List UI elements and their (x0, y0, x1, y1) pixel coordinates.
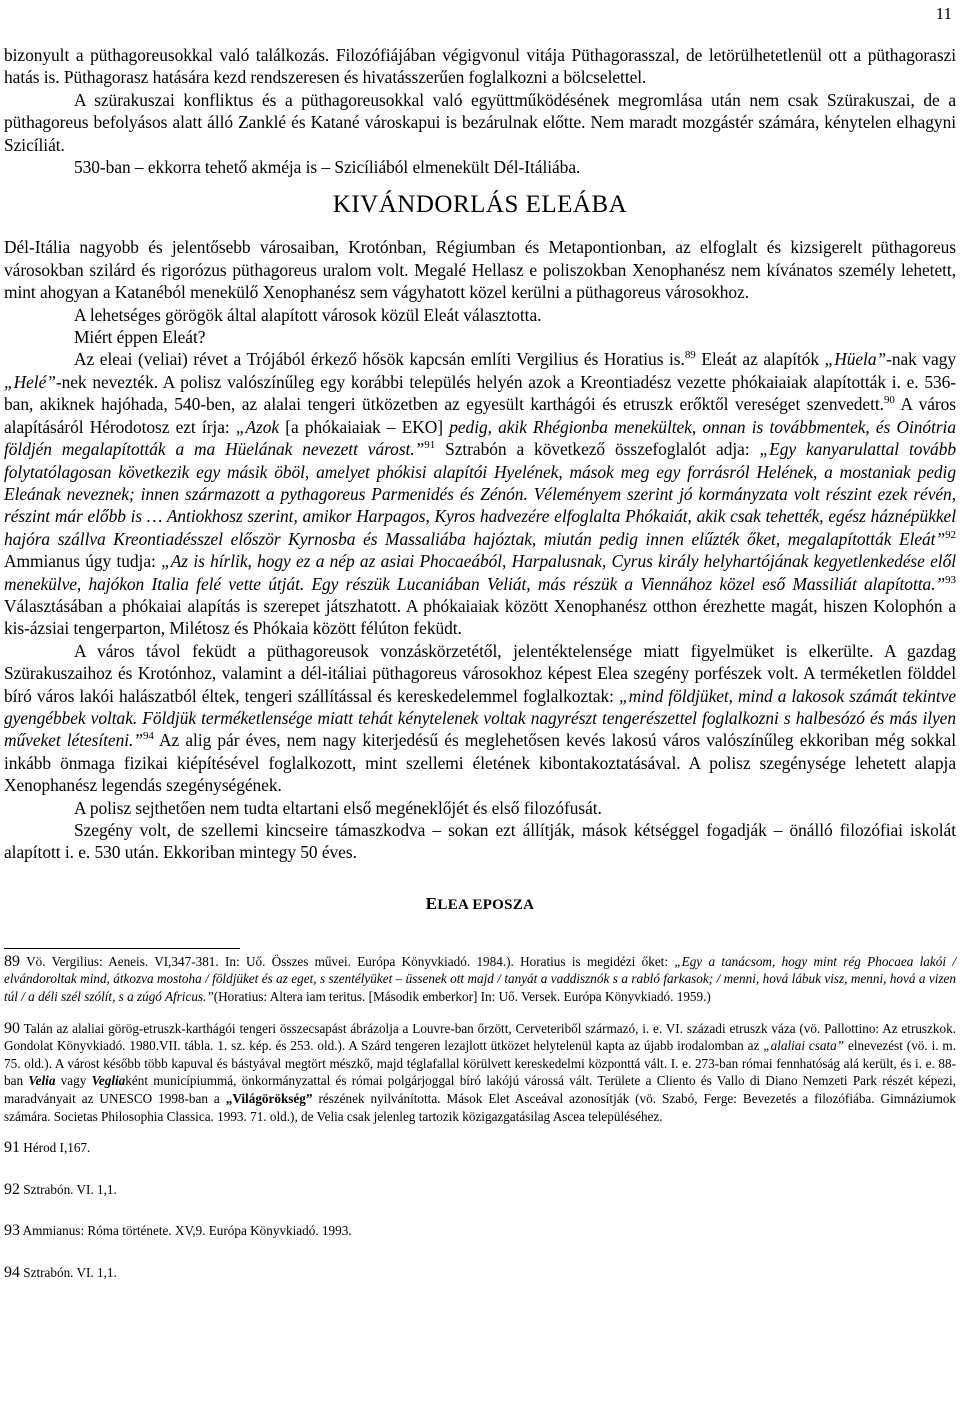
footnote-number: 92 (4, 1180, 20, 1198)
footnote-ref-91[interactable]: 91 (424, 439, 436, 452)
text-run: Ammianus úgy tudja: (4, 551, 162, 572)
section-paragraph-4 (4, 348, 956, 639)
footnote-text: Vö. Vergilius: Aeneis. VI,347-381. In: Uő. Összes művei. Európa Könyvkiadó. 1984.). Horatius is megidézi őket: (20, 953, 675, 969)
footnote-93 (4, 1222, 956, 1240)
italic-quote: „Az is hírlik, hogy ez a nép az asiai Phocaeából, Harpalusnak, Cyrus király helyhartójának kegyetlenkedése elől menekülve, hajókon Italia felé vette útját. Egy részük Lucaniában Veliát, más részük a Viennához közel eső Massiliát alapította.” (4, 551, 956, 594)
footnote-text: elnevezést (vö. i. m. 75. old.). A várost később több kapuval és bástyával megtört mészkő, majd téglafallal körülvett kereskedelmi központtá vált. I. e. 273-ban római fennhatóság alá került, és i. e. 88-ban (4, 1038, 956, 1089)
text-run: A város alapításáról Hérodotosz ezt írja: (4, 394, 956, 437)
page-number: 11 (935, 4, 952, 23)
subsection-title (4, 894, 956, 914)
section-paragraph-1: Dél-Itália nagyobb és jelentősebb városaiban, Krotónban, Régiumban és Metapontionban, az elfoglalt és kizsigerelt püthagoreus városokban szilárd és rigorózus püthagoreus uralom volt. Megalé Hellasz e poliszokban Xenophanész nem kívánatos személy lehetett, mint ahogyan a Katanéból menekülő Xenophanész sem vágyhatott közel kerülni a püthagoreus városokhoz. (4, 237, 956, 303)
footnote-ref-90[interactable]: 90 (883, 394, 895, 407)
text-run: [a phókaiaiak – EKO] (279, 416, 450, 437)
footnote-89 (4, 953, 956, 1006)
footnote-italic: „Egy a tanácsom, hogy mint rég Phocaea lakói / elvándoroltak mind, átkozva mostoha / földjüket és az eget, s szentélyüket – üssenek ott majd / tanyát a vaddisznók s a rabló farkasok; / menni, hová lábuk visz, menni, hová a vizen túl / a déli szél szólít, s a zúgó Africus.” (4, 953, 956, 1004)
italic-run: pedig, akik Rhégionba menekültek, onnan is továbbmentek, és Oinótria földjén megalapították a ma Hüelának nevezett várost.” (4, 416, 956, 460)
text-run: -nek nevezték. A polisz valószínűleg egy korábbi település helyén azok a Kreontiadész vezette phókaiaiak alapították i. e. 536-ban, akiknek hajóhada, 540-ben, az alalai tengeri ütközetben az egyesült karthágói és etruszk erőktől vereséget szenvedett. (4, 371, 956, 415)
footnote-text: vagy (55, 1073, 92, 1089)
footnote-text: Sztrabón. VI. 1,1. (20, 1264, 117, 1280)
intro-paragraph-1: bizonyult a püthagoreusokkal való találkozás. Filozófiájában végigvonul vitája Püthagorasszal, de letörülhetetlenül ott a püthagoraszi hatás is. Püthagorasz hatására kezd rendszeresen és hivatásszerűen foglalkozni a bölcselettel. (4, 45, 956, 88)
footnote-text: (Horatius: Altera iam teritus. [Második emberkor] In: Uő. Versek. Európa Könyvkiadó. 1959.) (213, 989, 711, 1004)
text-run: Sztrabón a következő összefoglalót adja: (435, 439, 760, 460)
page-content (4, 44, 956, 1282)
text-run: Választásában a phókaiai alapítás is szerepet játszhatott. A phókaiaiak között Xenophanész otthon érezhette magát, hiszen Kolophón a kis-ázsiai tengerparton, Milétosz és Phókaia között félúton feküdt. (4, 595, 956, 639)
footnote-text: Ammianus: Róma története. XV,9. Európa Könyvkiadó. 1993. (20, 1223, 352, 1239)
footnote-number: 93 (4, 1222, 20, 1240)
italic-quote: „Egy kanyarulattal tovább folytatólagosan következik egy másik öböl, amelyet phókisi alapítói Hyelének, mások meg egy forrásról Helének, a mostaniak pedig Eleának neveznek; innen származott a pythagoreus Parmenidés és Zénón. Véleményem szerint jó kormányzata volt részint ezek révén, részint már előbb is … Antiokhosz szerint, amikor Harpagos, Kyros hadvezére elfoglalta Phókaiát, akik csak tehették, egész háznépükkel hajóra szállva Kreontiadésszel először Kyrnosba és Massaliába hajóztak, miután pedig innen elűzték őket, megalapították Eleát” (4, 439, 956, 549)
text-run: Az alig pár éves, nem nagy kiterjedésű és meglehetősen kevés lakosú város valószínűleg ekkoriban még sokkal inkább önmaga fizikai kiépítésével foglalkozott, mint szellemi életének kibontakoztatásával. A polisz szegénysége lehetett alapja Xenophanész legendás szegénységének. (4, 730, 956, 796)
text-run: A város távol feküdt a püthagoreusok vonzáskörzetétől, jelentéktelensége miatt figyelmüket is elkerülte. A gazdag Szürakuszaihoz és Krotónhoz, valamint a dél-itáliai püthagoreus városokhoz képest Elea szegény porfészek volt. A terméketlen földdel bíró város lakói halászatból éltek, tengeri szállítással és kereskedelemmel foglalkoztak: (4, 640, 956, 706)
italic-run: „Azok (235, 416, 280, 437)
intro-paragraph-2: A szürakuszai konfliktus és a püthagoreusokkal való együttműködésének megromlása után nem csak Szürakuszai, de a püthagoreus befolyásos alatt álló Zanklé és Katané városkapui is bezárulnak előtte. Nem maradt mozgástér számára, kénytelen elhagyni Szicíliát. (4, 89, 956, 155)
italic-run: „Hüela” (824, 349, 887, 370)
footnote-91 (4, 1139, 956, 1157)
section-paragraph-5 (4, 640, 956, 797)
section-paragraph-6: A polisz sejthetően nem tudta eltartani első megéneklőjét és első filozófusát. (74, 797, 602, 818)
footnote-italic: „alaliai csata” (763, 1038, 845, 1054)
footnote-number: 90 (4, 1019, 20, 1037)
footnote-text: részének nyilvánította. Mások Elet Asceával azonosítják (vö. Szabó, Ferge: Bevezetés a filozófiába. Gimnáziumok számára. Societas Philosophia Classica. 1993. 71. old.), de Velia csak jelenleg tartozik közigazgatásilag Ascea településéhez. (4, 1090, 957, 1124)
footnote-number: 94 (4, 1263, 20, 1281)
footnote-text: Sztrabón. VI. 1,1. (20, 1181, 117, 1197)
footnote-number: 91 (4, 1139, 20, 1157)
footnote-number: 89 (4, 952, 20, 970)
intro-paragraph-3: 530-ban – ekkorra tehető akméja is – Szicíliából elmenekült Dél-Itáliába. (74, 157, 581, 178)
footnote-ref-94[interactable]: 94 (142, 730, 154, 743)
footnote-92 (4, 1181, 956, 1199)
subsection-title-rest: LEA EPOSZA (437, 896, 535, 913)
footnote-divider (4, 948, 240, 949)
footnote-bold-italic: Velia (28, 1073, 56, 1089)
footnote-text: Hérod I,167. (20, 1140, 91, 1156)
section-paragraph-3: Miért éppen Eleát? (74, 327, 206, 348)
footnote-bold-italic: Veglia (91, 1073, 126, 1089)
footnote-94 (4, 1264, 956, 1282)
subsection-title-initial: E (425, 893, 438, 913)
text-run: -nak vagy (886, 349, 957, 370)
section-paragraph-7: Szegény volt, de szellemi kincseire támaszkodva – sokan ezt állítják, mások kétséggel fogadják – önálló filozófiai iskolát alapított i. e. 530 után. Ekkoriban mintegy 50 éves. (4, 820, 956, 863)
footnote-ref-93[interactable]: 93 (945, 573, 956, 586)
text-run: Eleát az alapítók (695, 349, 825, 370)
footnote-90 (4, 1020, 956, 1126)
text-run: Az eleai (veliai) révet a Trójából érkező hősök kapcsán említi Vergilius és Horatius is. (74, 349, 685, 370)
section-paragraph-2: A lehetséges görögök által alapított városok közül Eleát választotta. (74, 304, 542, 325)
footnote-text: ként municípiummá, önkormányzattal és római polgárjoggal bíró lakójú várossá vált. Területe a Cliento és Vallo di Diano Nemzeti Park részét képezi, maradványait az UNESCO 1998-ban a (4, 1073, 956, 1106)
italic-quote: „mind földjüket, mind a lakosok számát tekintve gyengébbek voltak. Földjük terméketlensége miatt tehát kénytelenek voltak nagyrészt tengerészettel foglalkozni s halbesózó és más ilyen műveket létesíteni.” (4, 685, 956, 751)
section-title: KIVÁNDORLÁS ELEÁBA (332, 191, 628, 219)
italic-run: „Helé” (4, 371, 56, 392)
footnote-text: Talán az alaliai görög-etruszk-karthágói tengeri összecsapást ábrázolja a Louvre-ban őrzött, Cerveteriből származó, i. e. VI. századi etruszk váza (vö. Pallottino: Az etruszkok. Gondolat Könyvkiadó. 1980.VII. tábla. 1. sz. kép. és 253. old.). A Szárd tengeren lezajlott ütközet helytelenül kapta az újabb irodalomban az (4, 1020, 956, 1054)
footnote-ref-89[interactable]: 89 (684, 349, 696, 362)
footnote-ref-92[interactable]: 92 (945, 528, 956, 541)
footnote-bold: „Világörökség” (225, 1090, 313, 1106)
